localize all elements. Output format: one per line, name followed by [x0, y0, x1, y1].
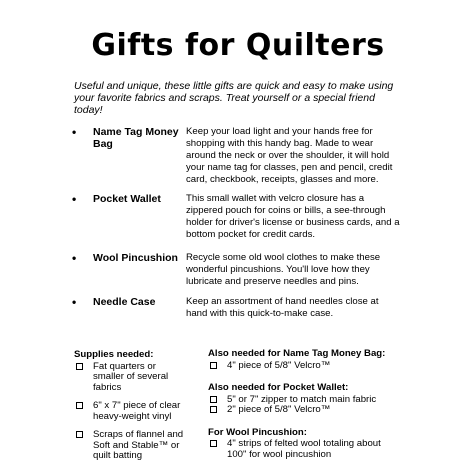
bullet-icon: • — [72, 251, 77, 265]
name-tag-bag-heading: Also needed for Name Tag Money Bag: — [208, 348, 386, 359]
gift-name: Wool Pincushion — [93, 252, 178, 264]
gift-description: This small wallet with velcro closure has a zippered pouch for coins or bills, a see-through holder for driver's license or business cards, and a bottom pocket for credit cards. — [186, 193, 400, 240]
supply-item: 4" strips of felted wool totaling about 100" for wool pincushion — [208, 439, 397, 460]
supply-item: 2" piece of 5/8" Velcro™ — [208, 405, 408, 416]
gift-description: Keep your load light and your hands free for shopping with this handy bag. Made to wear around the neck or over the shoulder, it will hold your name tag for classes, pen and pencil, credit card, checkbook, receipts, glasses and more. — [186, 126, 393, 185]
checkbox-icon — [210, 396, 217, 403]
gift-description: Keep an assortment of hand needles close at hand with this quick-to-make case. — [186, 296, 379, 319]
supply-item: Fat quarters or smaller of several fabrics — [74, 362, 186, 394]
supply-item: 6" x 7" piece of clear heavy-weight vinyl — [74, 401, 186, 422]
supply-item: 5" or 7" zipper to match main fabric — [208, 395, 408, 406]
checkbox-icon — [210, 362, 217, 369]
gift-name: Needle Case — [93, 296, 156, 308]
wool-pincushion-heading: For Wool Pincushion: — [208, 426, 307, 438]
bullet-icon: • — [72, 192, 77, 206]
gift-name: Name Tag Money Bag — [93, 126, 179, 150]
supplies-list — [74, 350, 186, 462]
checkbox-icon — [210, 440, 217, 447]
bullet-icon: • — [72, 295, 77, 309]
intro-text: Useful and unique, these little gifts are quick and easy to make using your favorite fabrics and scraps. Treat yourself or a special friend today! — [74, 80, 394, 116]
pocket-wallet-heading: Also needed for Pocket Wallet: — [208, 382, 349, 393]
bullet-icon: • — [72, 125, 77, 139]
checkbox-icon — [76, 431, 83, 438]
gift-name: Pocket Wallet — [93, 193, 161, 205]
checkbox-icon — [76, 402, 83, 409]
checkbox-icon — [76, 363, 83, 370]
additional-supplies — [208, 349, 408, 460]
gift-description: Recycle some old wool clothes to make these wonderful pincushions. You'll love how they lubricate and preserve needles and pins. — [186, 252, 381, 287]
checkbox-icon — [210, 406, 217, 413]
supplies-heading: Supplies needed: — [74, 349, 154, 360]
supply-item: Scraps of flannel and Soft and Stable™ or quilt batting — [74, 430, 186, 462]
page-title: Gifts for Quilters — [91, 28, 385, 63]
supply-item: 4" piece of 5/8" Velcro™ — [208, 361, 408, 372]
